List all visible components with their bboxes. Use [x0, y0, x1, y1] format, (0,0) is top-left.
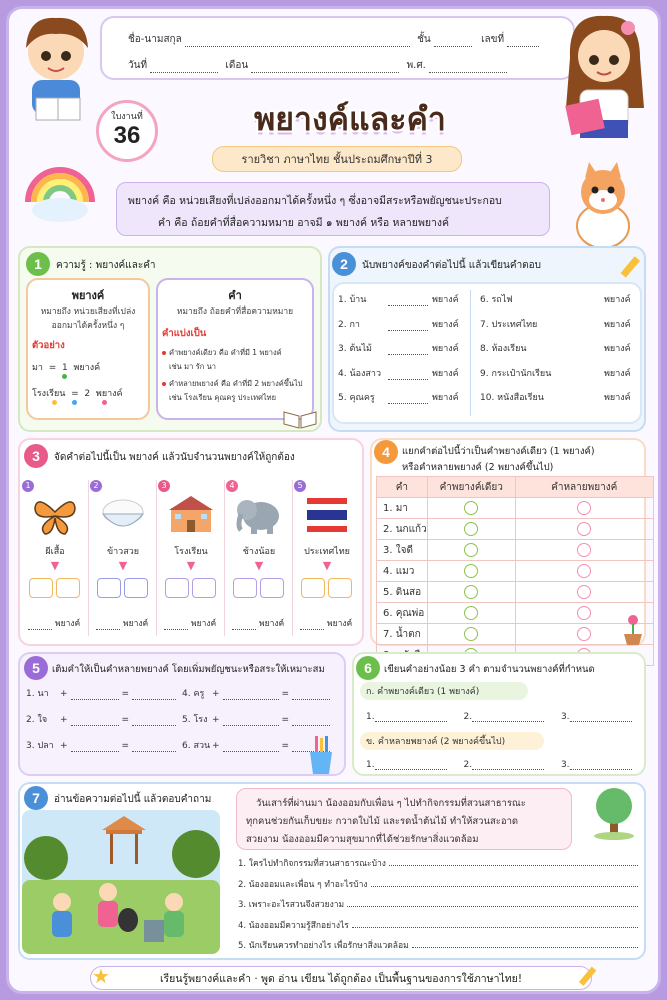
- section-6-a-label-pill: [360, 682, 528, 700]
- multi-syllable-circle[interactable]: [577, 564, 591, 578]
- equals-sign: =: [281, 689, 290, 699]
- column-divider: [88, 480, 89, 636]
- count-unit: พยางค์: [604, 393, 631, 403]
- footer-banner: [90, 966, 592, 990]
- table-row: [377, 540, 654, 561]
- item-word: ข้าวสวย: [106, 547, 140, 557]
- section-6-b-label: ข. คำหลายพยางค์ (2 พยางค์ขึ้นไป): [366, 737, 506, 747]
- answer-line[interactable]: [352, 918, 638, 928]
- syllable-count-answer[interactable]: [164, 620, 188, 630]
- star-icon: ★: [92, 964, 110, 988]
- multi-syllable-cell: [515, 540, 653, 561]
- single-syllable-circle[interactable]: [464, 522, 478, 536]
- base-word: 2. ใจ: [26, 715, 48, 725]
- example-1: [32, 360, 100, 374]
- table-header-row: [377, 477, 654, 498]
- base-word: 1. นา: [26, 689, 49, 699]
- day-label: วันที่: [128, 60, 148, 71]
- section-6-a-row: [366, 712, 632, 722]
- year-label: พ.ศ.: [406, 60, 426, 71]
- item-number-badge: 5: [294, 480, 306, 492]
- fill-word-row: [182, 686, 330, 700]
- month-label: เดือน: [225, 60, 249, 71]
- added-part[interactable]: [223, 690, 279, 700]
- a-answer-3-num: 3.: [560, 712, 570, 722]
- table-row: [377, 603, 654, 624]
- elephant-icon: [233, 490, 285, 538]
- table-row: [377, 624, 654, 645]
- example-2-unit: พยางค์: [95, 389, 123, 399]
- column-divider: [224, 480, 225, 636]
- syllable-count-row: [232, 616, 284, 630]
- b-answer-3-num: 3.: [560, 760, 570, 770]
- syllable-box[interactable]: [328, 578, 352, 598]
- table-header-cell: คำ: [377, 477, 428, 498]
- fill-word-row: [182, 712, 330, 726]
- multi-syllable-circle[interactable]: [577, 501, 591, 515]
- section-4-table-wrap: [376, 476, 654, 666]
- syllable-unit: พยางค์: [55, 619, 81, 629]
- boy-reading-illustration: [6, 8, 106, 128]
- table-row: [377, 519, 654, 540]
- green-dot-icon: [62, 374, 67, 379]
- result-word[interactable]: [292, 690, 330, 700]
- count-answer[interactable]: [388, 296, 428, 306]
- syllable-count-row: [164, 616, 216, 630]
- section-4-number: 4: [374, 440, 398, 464]
- school-icon: [165, 490, 217, 538]
- question-item: [238, 918, 638, 934]
- example-1-eq: =: [48, 363, 57, 373]
- girl-reading-illustration: [552, 8, 657, 148]
- count-item: [338, 292, 459, 306]
- single-syllable-circle[interactable]: [464, 585, 478, 599]
- single-syllable-circle[interactable]: [464, 606, 478, 620]
- word-split-item: [294, 476, 360, 642]
- single-syllable-circle[interactable]: [464, 627, 478, 641]
- table-word-cell: 2. นกแก้ว: [377, 519, 428, 540]
- count-unit: พยางค์: [432, 295, 459, 305]
- count-answer[interactable]: [388, 370, 428, 380]
- column-divider: [156, 480, 157, 636]
- a-answer-2-num: 2.: [463, 712, 473, 722]
- count-item: [338, 390, 459, 404]
- syllable-count-row: [300, 616, 352, 630]
- syllable-box[interactable]: [29, 578, 53, 598]
- answer-line[interactable]: [389, 856, 638, 866]
- date-row: [128, 58, 507, 73]
- syllable-boxes: [301, 578, 352, 602]
- table-row: [377, 561, 654, 582]
- word-split-item: [226, 476, 292, 642]
- result-word[interactable]: [292, 716, 330, 726]
- example-2: [32, 386, 123, 400]
- count-word: 1. บ้าน: [338, 295, 367, 305]
- subtitle-ribbon: [212, 146, 462, 172]
- added-part[interactable]: [223, 742, 279, 752]
- count-word: 6. รถไฟ: [480, 295, 513, 305]
- example-2-eq: =: [71, 389, 79, 399]
- added-part[interactable]: [71, 716, 119, 726]
- syllable-box[interactable]: [192, 578, 216, 598]
- section-4-title-1: แยกคำต่อไปนี้ว่าเป็นคำพยางค์เดียว (1 พยางค์): [402, 446, 595, 457]
- syllable-heading: พยางค์: [71, 289, 105, 302]
- equals-sign: =: [121, 741, 130, 751]
- word-type-1: คำพยางค์เดียว คือ คำที่มี 1 พยางค์: [169, 348, 282, 357]
- multi-syllable-cell: [515, 582, 653, 603]
- syllable-box[interactable]: [124, 578, 148, 598]
- question-item: [238, 897, 638, 913]
- syllable-count-row: [28, 616, 80, 630]
- b-answer-1[interactable]: [375, 760, 447, 770]
- syllable-box[interactable]: [56, 578, 80, 598]
- word-type-1-example: เช่น มา รัก นา: [169, 362, 216, 371]
- b-answer-1-num: 1.: [366, 760, 375, 770]
- equals-sign: =: [281, 715, 290, 725]
- fill-word-row: [26, 686, 176, 700]
- count-answer[interactable]: [388, 345, 428, 355]
- name-field[interactable]: [185, 37, 410, 47]
- month-field[interactable]: [251, 63, 399, 73]
- single-syllable-cell: [427, 624, 515, 645]
- multi-syllable-cell: [515, 498, 653, 519]
- table-word-cell: 3. ใจดี: [377, 540, 428, 561]
- bullet-1-icon: [162, 351, 166, 355]
- count-answer[interactable]: [388, 321, 428, 331]
- year-field[interactable]: [429, 63, 507, 73]
- syllable-desc-2: ออกมาได้ครั้งหนึ่ง ๆ: [51, 321, 125, 331]
- count-item: [338, 317, 459, 331]
- table-word-cell: 1. มา: [377, 498, 428, 519]
- syllable-box[interactable]: [233, 578, 257, 598]
- section-7-number: 7: [24, 786, 48, 810]
- multi-syllable-circle[interactable]: [577, 522, 591, 536]
- count-word: 9. กระเป๋านักเรียน: [480, 368, 552, 379]
- equals-sign: =: [121, 715, 130, 725]
- item-word: ช้างน้อย: [242, 547, 276, 557]
- single-syllable-circle[interactable]: [464, 543, 478, 557]
- section-5-title: เติมคำให้เป็นคำหลายพยางค์ โดยเพิ่มพยัญชนะหรือสระให้เหมาะสม: [52, 664, 325, 675]
- single-syllable-cell: [427, 582, 515, 603]
- class-label: ชั้น: [417, 34, 431, 45]
- count-word: 5. คุณครู: [338, 393, 375, 403]
- count-unit: พยางค์: [604, 319, 631, 330]
- word-split-label: คำแบ่งเป็น: [162, 328, 207, 339]
- section-5-number: 5: [24, 656, 48, 680]
- down-arrow-icon: ▼: [50, 559, 60, 572]
- item-word: ประเทศไทย: [304, 547, 350, 557]
- count-unit: พยางค์: [432, 319, 459, 330]
- section-7-title: อ่านข้อความต่อไปนี้ แล้วตอบคำถาม: [54, 794, 212, 805]
- down-arrow-icon: ▼: [186, 559, 196, 572]
- passage-line-3: สวยงาม น้องออมมีความสุขมากที่ได้ช่วยรักษาสิ่งแวดล้อม: [246, 834, 479, 845]
- word-split-item: [158, 476, 224, 642]
- word-type-2-example: เช่น โรงเรียน คุณครู ประเทศไทย: [169, 393, 276, 402]
- worksheet-badge: [96, 100, 158, 162]
- b-answer-3[interactable]: [570, 760, 632, 770]
- example-1-num: 1: [62, 363, 68, 373]
- count-item: [480, 317, 631, 331]
- intro-line-2: คำ คือ ถ้อยคำที่สื่อความหมาย อาจมี ๑ พยางค์ หรือ หลายพยางค์: [158, 217, 450, 229]
- park-cleanup-illustration: [22, 810, 220, 954]
- count-word: 8. ห้องเรียน: [480, 344, 527, 354]
- multi-syllable-circle[interactable]: [577, 606, 591, 620]
- single-syllable-cell: [427, 540, 515, 561]
- syllable-boxes: [29, 578, 80, 602]
- count-unit: พยางค์: [432, 393, 459, 403]
- syllable-classify-table: [376, 476, 654, 666]
- plus-sign: +: [212, 741, 220, 751]
- syllable-boxes: [97, 578, 148, 602]
- syllable-unit: พยางค์: [123, 619, 149, 629]
- tree-icon: [588, 784, 640, 840]
- page-title: พยางค์และคำ: [254, 100, 446, 138]
- plus-sign: +: [60, 741, 68, 751]
- base-word: 4. ครู: [182, 689, 205, 699]
- example-2-word: โรงเรียน: [32, 389, 66, 399]
- table-row: [377, 582, 654, 603]
- answer-line[interactable]: [412, 938, 638, 948]
- subtitle: รายวิชา ภาษาไทย ชั้นประถมศึกษาปีที่ 3: [241, 153, 433, 166]
- yellow-dot-icon: [52, 400, 57, 405]
- result-word[interactable]: [132, 716, 176, 726]
- thai-flag-icon: [301, 490, 353, 538]
- multi-syllable-cell: [515, 519, 653, 540]
- blue-dot-icon: [72, 400, 77, 405]
- table-word-cell: 6. คุณพ่อ: [377, 603, 428, 624]
- table-word-cell: 5. ดินสอ: [377, 582, 428, 603]
- count-unit: พยางค์: [604, 344, 631, 354]
- open-book-icon: [282, 406, 318, 430]
- down-arrow-icon: ▼: [322, 559, 332, 572]
- question-text: 3. เพราะอะไรสวนจึงสวยงาม: [238, 900, 345, 910]
- worksheet-label: ใบงานที่: [111, 112, 143, 122]
- syllable-count-answer[interactable]: [96, 620, 120, 630]
- syllable-boxes: [233, 578, 284, 602]
- down-arrow-icon: ▼: [254, 559, 264, 572]
- single-syllable-cell: [427, 603, 515, 624]
- count-item: [338, 341, 459, 355]
- example-2-num: 2: [84, 389, 91, 399]
- single-syllable-circle[interactable]: [464, 501, 478, 515]
- count-item: [480, 366, 631, 380]
- down-arrow-icon: ▼: [118, 559, 128, 572]
- number-label: เลขที่: [481, 34, 505, 45]
- syllable-unit: พยางค์: [259, 619, 285, 629]
- item-number-badge: 3: [158, 480, 170, 492]
- day-field[interactable]: [150, 63, 218, 73]
- base-word: 3. ปลา: [26, 741, 54, 751]
- b-answer-2[interactable]: [472, 760, 544, 770]
- single-syllable-cell: [427, 498, 515, 519]
- syllable-boxes: [165, 578, 216, 602]
- word-split-item: [90, 476, 156, 642]
- column-divider: [292, 480, 293, 636]
- plus-sign: +: [60, 689, 68, 699]
- syllable-count-answer[interactable]: [300, 620, 324, 630]
- count-word: 4. น้องสาว: [338, 368, 382, 379]
- flower-pot-icon: [620, 612, 646, 646]
- passage-line-1: วันเสาร์ที่ผ่านมา น้องออมกับเพื่อน ๆ ไปทำกิจกรรมที่สวนสาธารณะ: [256, 798, 526, 809]
- fill-word-row: [26, 738, 176, 752]
- syllable-unit: พยางค์: [327, 619, 353, 629]
- pencil-icon: [616, 254, 644, 282]
- multi-syllable-circle[interactable]: [577, 585, 591, 599]
- rice-bowl-icon: [97, 490, 149, 538]
- b-answer-2-num: 2.: [463, 760, 473, 770]
- syllable-box[interactable]: [165, 578, 189, 598]
- example-1-word: มา: [32, 363, 43, 373]
- item-number-badge: 1: [22, 480, 34, 492]
- multi-syllable-cell: [515, 561, 653, 582]
- bullet-2-icon: [162, 382, 166, 386]
- a-answer-1-num: 1.: [366, 712, 375, 722]
- syllable-box[interactable]: [260, 578, 284, 598]
- section-1-number: 1: [26, 252, 50, 276]
- section-6-title: เขียนคำอย่างน้อย 3 คำ ตามจำนวนพยางค์ที่กำหนด: [384, 664, 595, 675]
- word-split-item: [22, 476, 88, 642]
- question-text: 2. น้องออมและเพื่อน ๆ ทำอะไรบ้าง: [238, 879, 368, 890]
- section-3-title: จัดคำต่อไปนี้เป็น พยางค์ แล้วนับจำนวนพยางค์ให้ถูกต้อง: [54, 452, 295, 463]
- item-word: โรงเรียน: [174, 547, 208, 557]
- a-answer-2[interactable]: [472, 712, 544, 722]
- question-text: 5. นักเรียนควรทำอย่างไร เพื่อรักษาสิ่งแวดล้อม: [238, 941, 409, 951]
- number-field[interactable]: [507, 37, 539, 47]
- example-1-unit: พยางค์: [73, 363, 101, 373]
- plus-sign: +: [60, 715, 68, 725]
- question-text: 4. น้องออมมีความรู้สึกอย่างไร: [238, 920, 349, 931]
- count-item: [480, 292, 631, 306]
- syllable-box[interactable]: [97, 578, 121, 598]
- equals-sign: =: [121, 689, 130, 699]
- word-heading: คำ: [228, 289, 242, 302]
- table-word-cell: 7. น้ำตก: [377, 624, 428, 645]
- pencil-icon: [574, 964, 600, 990]
- name-label: ชื่อ-นามสกุล: [128, 34, 182, 45]
- question-item: [238, 856, 638, 872]
- pink-dot-icon: [102, 400, 107, 405]
- section-2-divider: [470, 290, 471, 416]
- single-syllable-cell: [427, 519, 515, 540]
- item-number-badge: 4: [226, 480, 238, 492]
- count-item: [338, 366, 459, 380]
- question-text: 1. ใครไปทำกิจกรรมที่สวนสาธารณะบ้าง: [238, 859, 386, 869]
- section-2-number: 2: [332, 252, 356, 276]
- answer-line[interactable]: [347, 897, 638, 907]
- intro-line-1: พยางค์ คือ หน่วยเสียงที่เปล่งออกมาได้ครั้งหนึ่ง ๆ ซึ่งอาจมีสระหรือพยัญชนะประกอบ: [128, 195, 502, 207]
- count-unit: พยางค์: [604, 295, 631, 305]
- section-6-number: 6: [356, 656, 380, 680]
- added-part[interactable]: [71, 690, 119, 700]
- table-word-cell: 4. แมว: [377, 561, 428, 582]
- answer-line[interactable]: [371, 877, 638, 887]
- added-part[interactable]: [71, 742, 119, 752]
- count-unit: พยางค์: [432, 344, 459, 354]
- cat-illustration: [555, 156, 651, 252]
- a-answer-1[interactable]: [375, 712, 447, 722]
- section-3-number: 3: [24, 444, 48, 468]
- count-unit: พยางค์: [604, 368, 631, 379]
- section-2-title: นับพยางค์ของคำต่อไปนี้ แล้วเขียนคำตอบ: [362, 260, 542, 271]
- base-word: 6. สวน: [182, 741, 211, 751]
- example-label: ตัวอย่าง: [32, 340, 65, 351]
- result-word[interactable]: [132, 690, 176, 700]
- syllable-count-row: [96, 616, 148, 630]
- fill-word-row: [26, 712, 176, 726]
- section-6-b-row: [366, 760, 632, 770]
- question-item: [238, 938, 638, 954]
- count-item: [480, 341, 631, 355]
- equals-sign: =: [281, 741, 290, 751]
- count-unit: พยางค์: [432, 368, 459, 379]
- name-row: [128, 32, 539, 47]
- base-word: 5. โรง: [182, 715, 208, 725]
- question-item: [238, 877, 638, 893]
- syllable-count-answer[interactable]: [28, 620, 52, 630]
- plus-sign: +: [212, 689, 220, 699]
- count-word: 3. ต้นไม้: [338, 344, 372, 354]
- syllable-box[interactable]: [301, 578, 325, 598]
- count-answer[interactable]: [388, 394, 428, 404]
- section-6-b-label-pill: [360, 732, 544, 750]
- word-desc: หมายถึง ถ้อยคำที่สื่อความหมาย: [176, 307, 294, 317]
- syllable-desc-1: หมายถึง หน่วยเสียงที่เปล่ง: [40, 307, 136, 317]
- table-header-cell: คำพยางค์เดียว: [427, 477, 515, 498]
- multi-syllable-circle[interactable]: [577, 627, 591, 641]
- pencil-cup-icon: [306, 734, 336, 776]
- section-6-a-label: ก. คำพยางค์เดียว (1 พยางค์): [366, 687, 480, 697]
- passage-line-2: ทุกคนช่วยกันเก็บขยะ กวาดใบไม้ และรดน้ำต้นไม้ ทำให้สวนสะอาด: [246, 816, 519, 827]
- table-row: [377, 498, 654, 519]
- count-item: [480, 390, 631, 404]
- section-1-title: ความรู้ : พยางค์และคำ: [56, 260, 156, 271]
- class-field[interactable]: [434, 37, 472, 47]
- count-word: 10. หนังสือเรียน: [480, 393, 544, 403]
- section-3-items: [22, 476, 362, 642]
- table-header-cell: คำหลายพยางค์: [515, 477, 653, 498]
- word-type-2: คำหลายพยางค์ คือ คำที่มี 2 พยางค์ขึ้นไป: [169, 379, 303, 388]
- multi-syllable-circle[interactable]: [577, 543, 591, 557]
- a-answer-3[interactable]: [570, 712, 632, 722]
- syllable-unit: พยางค์: [191, 619, 217, 629]
- worksheet-number: 36: [113, 122, 141, 149]
- item-word: ผีเสื้อ: [45, 547, 65, 557]
- butterfly-icon: [29, 490, 81, 538]
- item-number-badge: 2: [90, 480, 102, 492]
- count-word: 2. กา: [338, 319, 360, 330]
- single-syllable-cell: [427, 561, 515, 582]
- section-4-title-2: หรือคำหลายพยางค์ (2 พยางค์ขึ้นไป): [402, 462, 554, 473]
- count-word: 7. ประเทศไทย: [480, 319, 538, 330]
- rainbow-cloud-icon: [20, 152, 100, 224]
- result-word[interactable]: [132, 742, 176, 752]
- added-part[interactable]: [223, 716, 279, 726]
- syllable-count-answer[interactable]: [232, 620, 256, 630]
- footer-text: เรียนรู้พยางค์และคำ · พูด อ่าน เขียน ได้ถูกต้อง เป็นพื้นฐานของการใช้ภาษาไทย!: [159, 972, 523, 985]
- single-syllable-circle[interactable]: [464, 564, 478, 578]
- plus-sign: +: [212, 715, 220, 725]
